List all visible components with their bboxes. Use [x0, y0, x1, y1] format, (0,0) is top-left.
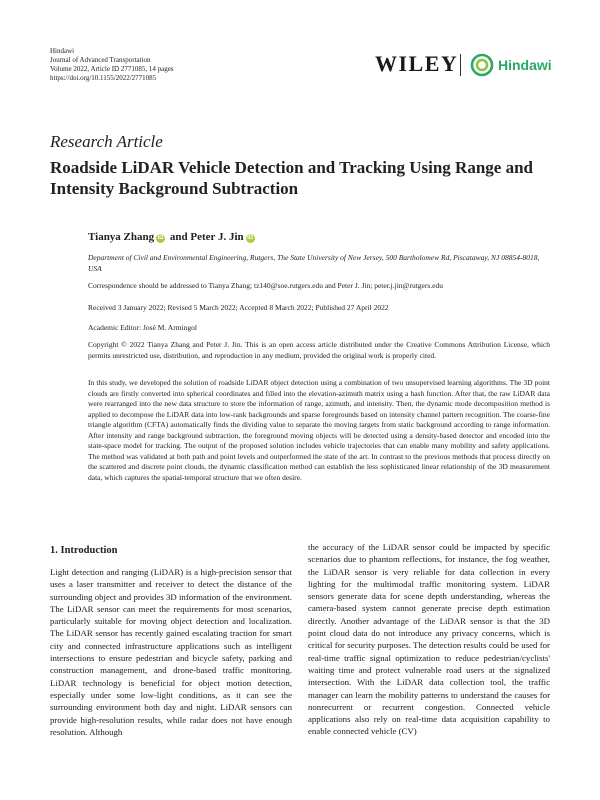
journal-name: Journal of Advanced Transportation — [50, 56, 151, 64]
section-heading: 1. Introduction — [50, 545, 118, 556]
academic-editor: Academic Editor: José M. Armingol — [88, 323, 197, 332]
author-line — [88, 231, 257, 243]
body-column-left: Light detection and ranging (LiDAR) is a high-precision sensor that uses a laser transmitter and receiver to detect the distance of the surrounding object and provides 3D information of the environment. The LiDAR sensor can meet the requirements for most scenarios, particularly suitable for moving object detection and localization. The LiDAR sensor has recently gained escalating traction for smart city and connected infrastructure applications such as intelligent intersections to ensure pedestrian and bicycle safety, parking and construction management, and drone-based traffic monitoring. LiDAR technology is beneficial for object motion detection, especially under some low-light conditions, as it can see the surrounding environment both day and night. LiDAR sensors can provide high-resolution results, while radar does not have enough resolution. Although — [50, 567, 292, 737]
publication-dates: Received 3 January 2022; Revised 5 March 2022; Accepted 8 March 2022; Published 27 April 2022 — [88, 303, 389, 312]
affiliation: Department of Civil and Environmental Engineering, Rutgers, The State University of New Jersey, 500 Bartholomew Rd, Piscataway, NJ 08854-8018, USA — [88, 253, 540, 273]
doi-link[interactable]: https://doi.org/10.1155/2022/2771085 — [50, 74, 157, 82]
orcid-icon[interactable]: iD — [157, 235, 164, 241]
abstract: In this study, we developed the solution of roadside LiDAR object detection using a combination of two unsupervised learning algorithms. The 3D point clouds are firstly converted into spherical coordinates and filled into the elevation-azimuth matrix using a hash function. After that, the raw LiDAR data were rearranged into the new data structure to store the information of range, azimuth, and intensity. Then, the dynamic mode decomposition method is applied to decompose the LiDAR data into low-rank backgrounds and sparse foregrounds based on intensity channel pattern recognition. The coarse-fine triangle algorithm (CFTA) automatically finds the dividing value to separate the moving targets from static background according to range information. After intensity and range background subtraction, the foreground moving objects will be detected using a density-based detector and encoded into the state-space model for tracking. The output of the proposed solution includes vehicle trajectories that can enable many mobility and safety applications. The method was validated at both path and point levels and outperformed the state of the art. In contrast to the previous methods that process directly on the scattered and discrete point clouds, the dynamic classification method can establish the less sophisticated linear relationship of the 3D measurement data, which captures the spatial-temporal structure that we often desire. — [88, 378, 550, 482]
body-column-right: the accuracy of the LiDAR sensor could be impacted by specific scenarios due to phantom reflections, for instance, the fog weather, the LiDAR sensor is very reliable for data collection in every lighting for the multimodal traffic monitoring system. LiDAR sensors generate data for scene depth understanding, whereas the camera-based system cannot generate precise depth estimation directly. Another advantage of the LiDAR sensor is that the 3D point cloud data do not introduce any privacy concerns, which is critical for security purposes. The detection results could be used for real-time traffic signal optimization to reduce pedestrian/cyclists' waiting time and protect vulnerable road users at the signalized intersection. With the LiDAR data collection tool, the traffic manager can learn the mobility patterns to understand the causes for nonrecurrent or recurrent congestion. Connected vehicle applications also rely on real-time data acquisition capability to enable connected vehicle (CV) — [308, 542, 550, 737]
journal-meta — [50, 47, 174, 83]
wiley-logo: WILEY — [375, 51, 459, 76]
hindawi-logo-icon — [470, 53, 494, 77]
publisher-line: Hindawi — [50, 47, 75, 55]
hindawi-logo-text: Hindawi — [498, 57, 552, 73]
publisher-logos — [375, 52, 555, 78]
copyright-notice: Copyright © 2022 Tianya Zhang and Peter J. Jin. This is an open access article distributed under the Creative Commons Attribution License, which permits unrestricted use, distribution, and reproduction in any medium, provided the original work is properly cited. — [88, 340, 550, 360]
article-type: Research Article — [50, 132, 163, 151]
author-name[interactable]: Tianya Zhang — [88, 231, 155, 243]
logo-divider — [460, 54, 461, 76]
volume-line: Volume 2022, Article ID 2771085, 14 pages — [50, 65, 174, 73]
orcid-icon[interactable]: iD — [247, 235, 254, 241]
article-title: Roadside LiDAR Vehicle Detection and Tracking Using Range and Intensity Background Subtraction — [50, 158, 533, 198]
correspondence: Correspondence should be addressed to Tianya Zhang; tz140@soe.rutgers.edu and Peter J. Jin; peter.j.jin@rutgers.edu — [88, 281, 443, 290]
author-name[interactable]: Peter J. Jin — [190, 231, 244, 243]
author-separator: and — [167, 231, 191, 243]
